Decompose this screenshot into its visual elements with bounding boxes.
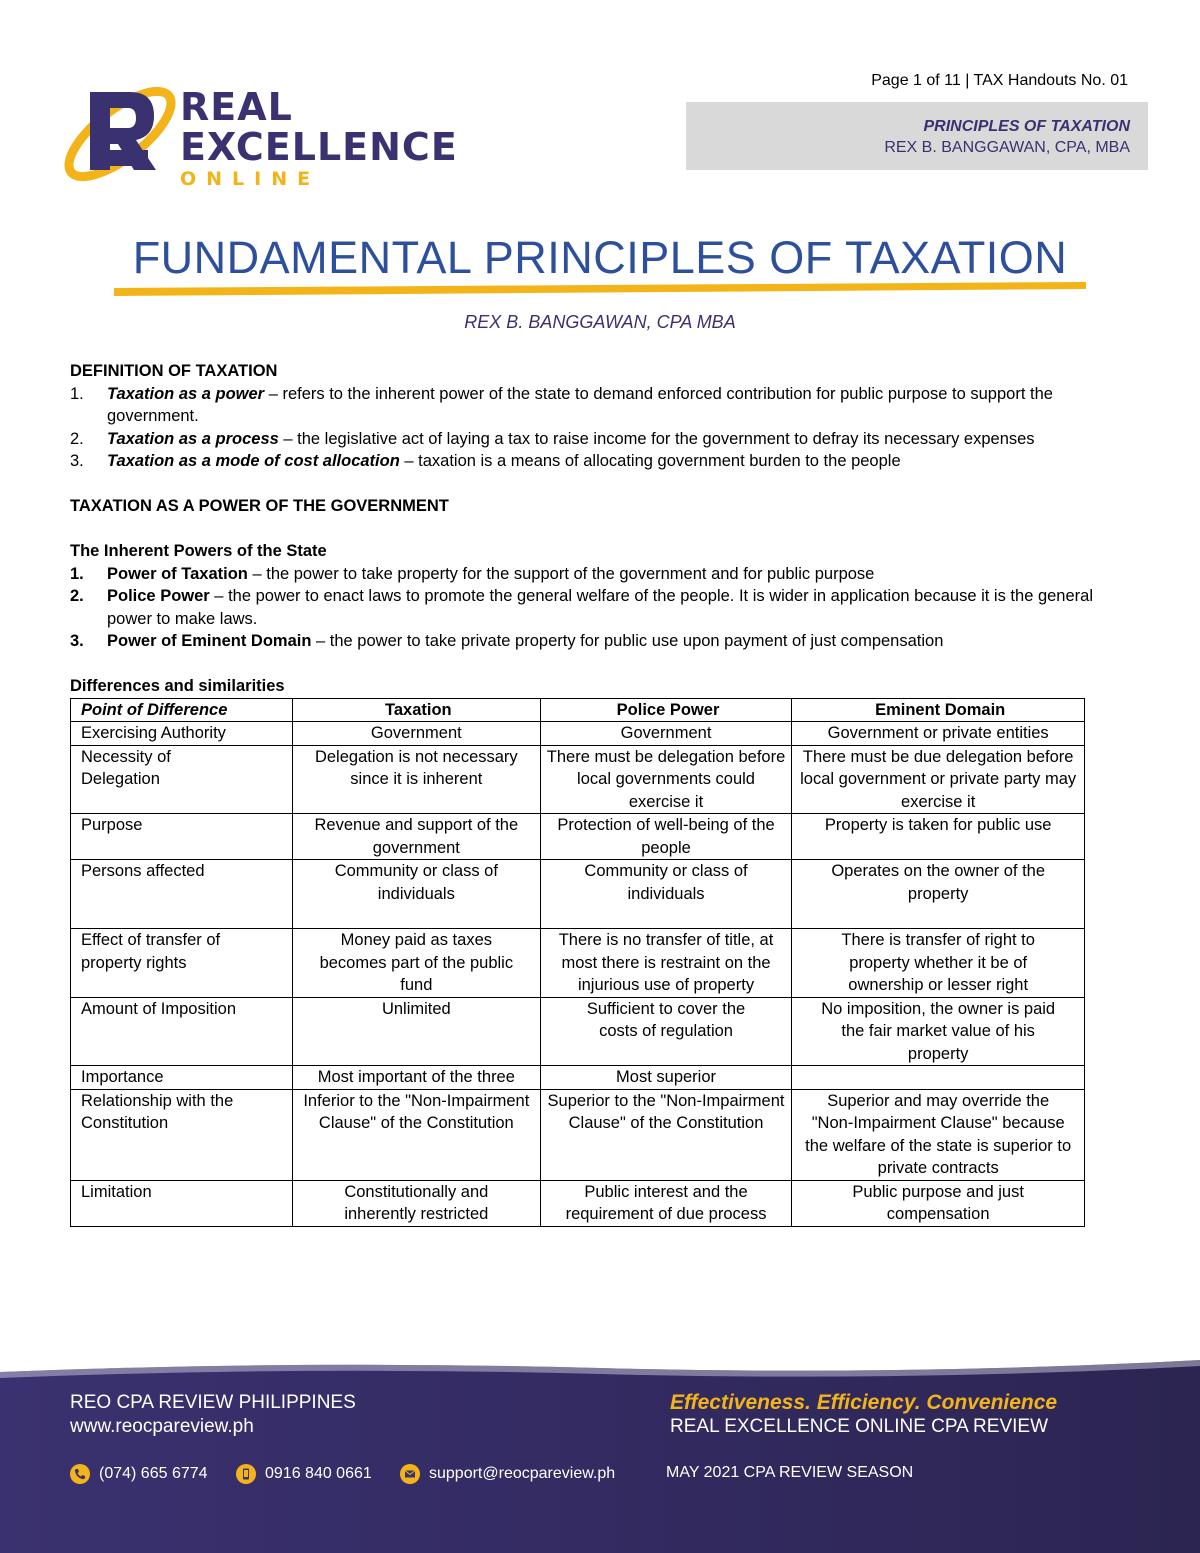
table-cell: Exercising Authority [71,722,293,746]
table-cell: Limitation [71,1180,293,1226]
table-cell: Government or private entities [792,722,1085,746]
page-subtitle: REX B. BANGGAWAN, CPA MBA [464,312,736,332]
table-cell: Purpose [71,814,293,860]
table-row [71,860,1085,929]
table-cell: Government [292,722,540,746]
reo-logo-icon [56,66,186,192]
table-cell: There must be delegation before local governments could exercise it [540,745,792,814]
table-cell: Delegation is not necessary since it is inherent [292,745,540,814]
table-cell: Public interest and the requirement of due process [540,1180,792,1226]
table-cell: Effect of transfer of property rights [71,929,293,998]
differences-heading: Differences and similarities [70,677,285,695]
table-cell: Relationship with the Constitution [71,1089,293,1180]
table-cell: Operates on the owner of the property [792,860,1085,929]
table-cell: Community or class of individuals [292,860,540,929]
table-cell: There is transfer of right to property whether it be of ownership or lesser right [792,929,1085,998]
table-cell: Government [540,722,792,746]
list-item: 2. Police Power – the power to enact laws to promote the general welfare of the people. It is wider in application because it is the general power to make laws. [70,587,1093,628]
list-item: 3. Taxation as a mode of cost allocation – taxation is a means of allocating government burden to the people [70,452,901,470]
table-cell: There is no transfer of title, at most there is restraint on the injurious use of property [540,929,792,998]
table-row [71,722,1085,746]
table-cell: Inferior to the "Non-Impairment Clause" of the Constitution [292,1089,540,1180]
mobile-icon [236,1464,256,1484]
table-cell: Persons affected [71,860,293,929]
mobile-number: 0916 840 0661 [265,1465,372,1482]
logo-wordmark [180,85,458,190]
phone-number: (074) 665 6774 [99,1465,208,1482]
table-cell: Money paid as taxes becomes part of the public fund [292,929,540,998]
footer-background [0,1360,1200,1553]
table-cell: Importance [71,1066,293,1090]
footer [0,1360,1200,1553]
review-season: MAY 2021 CPA REVIEW SEASON [666,1464,914,1481]
column-header: Police Power [540,698,792,722]
list-item: 1. Power of Taxation – the power to take property for the support of the government and for public purpose [70,564,875,583]
table-row [71,1066,1085,1090]
footer-tagline: Effectiveness. Efficiency. Convenience [670,1391,1058,1414]
table-cell: There must be due delegation before local government or private party may exercise it [792,745,1085,814]
table-cell: Sufficient to cover the costs of regulation [540,997,792,1066]
table-cell: Protection of well-being of the people [540,814,792,860]
list-item: 2. Taxation as a process – the legislative act of laying a tax to raise income for the government to defray its necessary expenses [70,429,1035,448]
table-cell: Most important of the three [292,1066,540,1090]
table-cell: Constitutionally and inherently restricted [292,1180,540,1226]
list-item: 3. Power of Eminent Domain – the power to take private property for public use upon payment of just compensation [70,632,944,650]
title-underline [114,282,1086,296]
contact-email [400,1464,615,1484]
table-cell: Community or class of individuals [540,860,792,929]
footer-brand: REAL EXCELLENCE ONLINE CPA REVIEW [670,1416,1049,1437]
table-cell: No imposition, the owner is paid the fair market value of his property [792,997,1085,1066]
column-header: Eminent Domain [792,698,1085,722]
table-row [71,929,1085,998]
table-cell [792,1066,1085,1090]
header-box-author: REX B. BANGGAWAN, CPA, MBA [884,139,1130,156]
table-cell: Property is taken for public use [792,814,1085,860]
table-cell: Revenue and support of the government [292,814,540,860]
power-heading: TAXATION AS A POWER OF THE GOVERNMENT [70,497,449,515]
differences-table [70,698,1085,1227]
footer-website[interactable]: www.reocpareview.ph [70,1416,254,1437]
table-row [71,1089,1085,1180]
table-cell: Superior to the "Non-Impairment Clause" of the Constitution [540,1089,792,1180]
header-box-title: PRINCIPLES OF TAXATION [923,118,1130,135]
table-cell: Superior and may override the "Non-Impairment Clause" because the welfare of the state is superior to private contracts [792,1089,1085,1180]
table-cell: Necessity of Delegation [71,745,293,814]
table-header-row [71,698,1085,722]
document-body [70,360,1132,1227]
page-info: Page 1 of 11 | TAX Handouts No. 01 [871,72,1128,89]
logo-line-2: EXCELLENCE [180,125,458,169]
table-cell: Unlimited [292,997,540,1066]
table-cell: Public purpose and just compensation [792,1180,1085,1226]
footer-org: REO CPA REVIEW PHILIPPINES [70,1392,356,1413]
table-row [71,1180,1085,1226]
header-box [686,102,1148,170]
email-address[interactable]: support@reocpareview.ph [429,1465,616,1482]
page-title: FUNDAMENTAL PRINCIPLES OF TAXATION [132,232,1068,283]
list-item: 1. Taxation as a power – refers to the inherent power of the state to demand enforced contribution for public purpose to support the government. [70,384,1053,425]
inherent-powers-subheading: The Inherent Powers of the State [70,542,327,560]
contact-mobile [236,1464,372,1484]
table-row [71,814,1085,860]
powers-list [70,563,1132,653]
contact-phone [70,1464,208,1484]
table-row [71,997,1085,1066]
table-cell: Amount of Imposition [71,997,293,1066]
logo-line-3: ONLINE [180,168,321,190]
column-header: Taxation [292,698,540,722]
email-icon [400,1464,420,1484]
logo-line-1: REAL [180,85,293,129]
phone-icon [70,1464,90,1484]
table-row [71,745,1085,814]
table-cell: Most superior [540,1066,792,1090]
definition-list [70,383,1132,473]
definition-heading: DEFINITION OF TAXATION [70,362,278,380]
column-header: Point of Difference [71,698,293,722]
